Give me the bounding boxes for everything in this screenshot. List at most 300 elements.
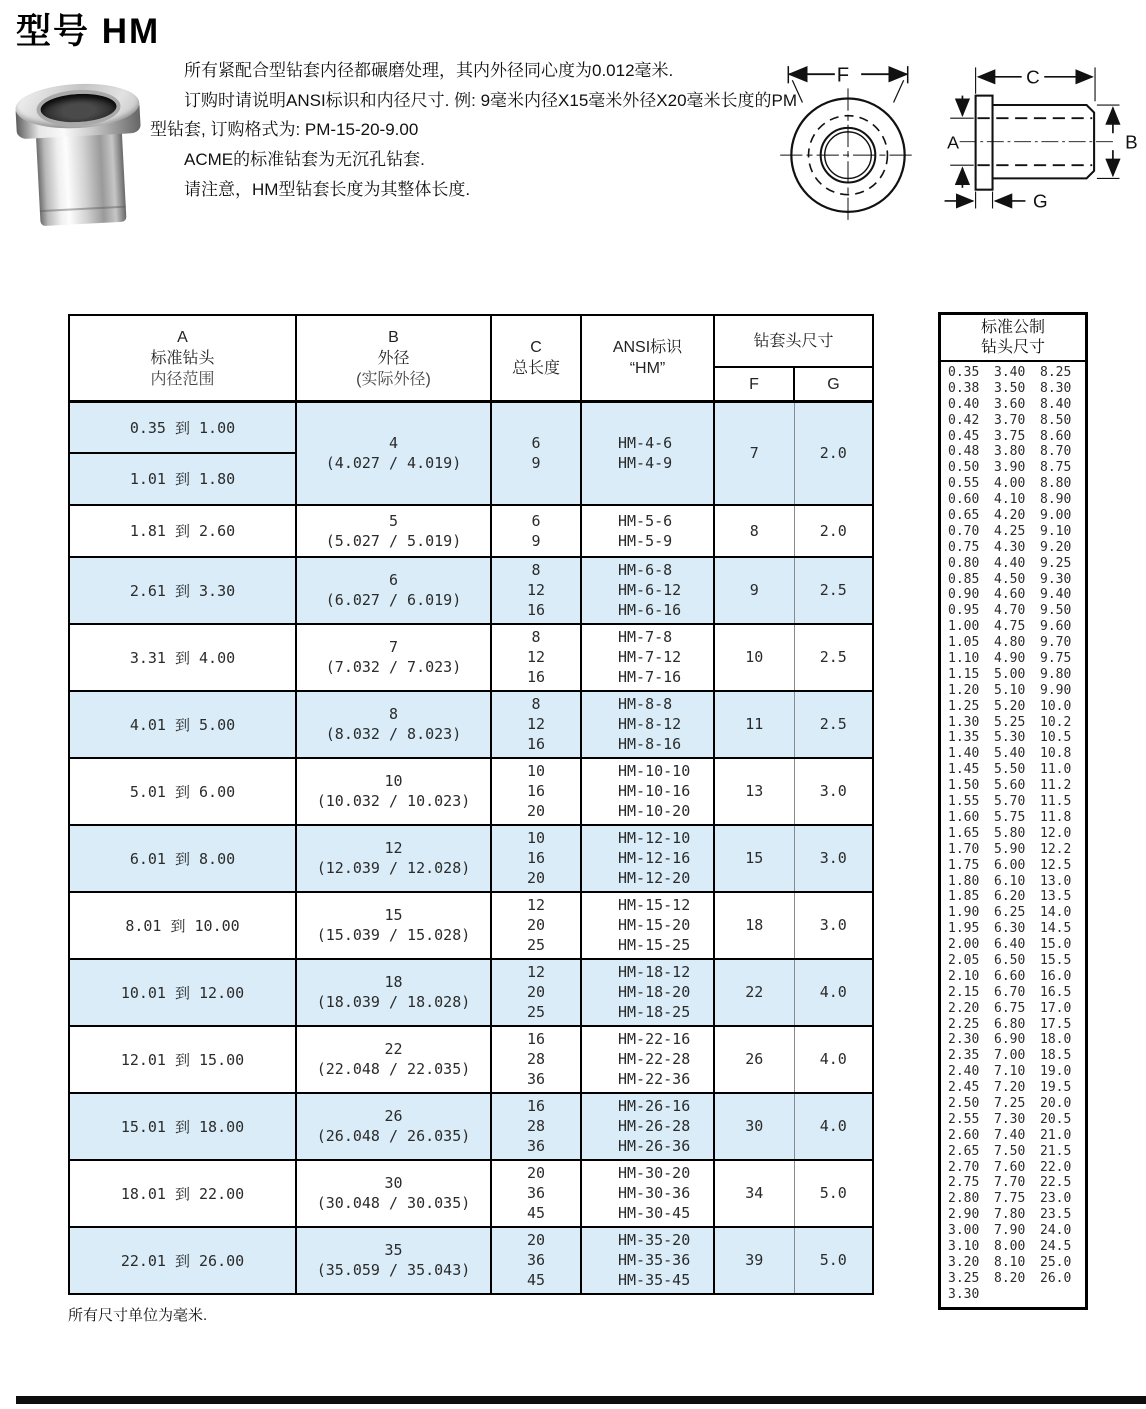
- drill-size-value: 4.40: [994, 555, 1026, 571]
- main-spec-table: [68, 314, 874, 1295]
- drill-size-value: 6.25: [994, 905, 1026, 921]
- drill-size-value: 1.95: [948, 921, 980, 937]
- cell-bore-range: 22.01 到 26.00: [69, 1227, 296, 1294]
- table-row: [69, 402, 873, 453]
- drill-size-row: [945, 635, 1083, 651]
- drill-size-row: [945, 1048, 1083, 1064]
- drill-size-value: 9.90: [1040, 682, 1072, 698]
- cell-ansi-id: HM-8-8 HM-8-12 HM-8-16: [581, 691, 714, 758]
- drill-size-row: [945, 778, 1083, 794]
- drill-size-value: 5.60: [994, 778, 1026, 794]
- drill-size-value: 10.8: [1040, 746, 1072, 762]
- cell-outer-dia: 5 (5.027 / 5.019): [296, 505, 491, 557]
- drill-size-row: [945, 1112, 1083, 1128]
- table-row: [69, 825, 873, 892]
- drill-size-value: 7.60: [994, 1159, 1026, 1175]
- drill-size-value: 1.25: [948, 698, 980, 714]
- drill-size-value: 1.60: [948, 809, 980, 825]
- intro-paragraph-2: 订购时请说明ANSI标识和内径尺寸. 例: 9毫米内径X15毫米外径X20毫米长度的PM型钻套, 订购格式为: PM-15-20-9.00: [150, 91, 798, 139]
- drill-size-value: 2.40: [948, 1064, 980, 1080]
- cell-ansi-id: HM-15-12 HM-15-20 HM-15-25: [581, 892, 714, 959]
- drill-size-row: [945, 1287, 1083, 1303]
- drill-size-value: 0.65: [948, 508, 980, 524]
- drill-size-value: 26.0: [1040, 1270, 1072, 1286]
- drill-size-row: [945, 476, 1083, 492]
- cell-bore-range: 15.01 到 18.00: [69, 1093, 296, 1160]
- drill-size-value: 21.0: [1040, 1127, 1072, 1143]
- cell-length: 8 12 16: [491, 624, 581, 691]
- drill-table-title: 标准公制 钻头尺寸: [941, 315, 1085, 362]
- drill-size-value: 9.50: [1040, 603, 1072, 619]
- drill-size-value: 2.15: [948, 984, 980, 1000]
- drill-size-row: [945, 762, 1083, 778]
- drill-size-value: 3.60: [994, 396, 1026, 412]
- cell-ansi-id: HM-18-12 HM-18-20 HM-18-25: [581, 959, 714, 1026]
- cell-ansi-id: HM-26-16 HM-26-28 HM-26-36: [581, 1093, 714, 1160]
- drill-size-value: 17.0: [1040, 1000, 1072, 1016]
- drill-size-value: 16.5: [1040, 984, 1072, 1000]
- drill-size-value: 8.40: [1040, 396, 1072, 412]
- drill-size-value: 5.70: [994, 794, 1026, 810]
- drill-size-table: [938, 312, 1088, 1310]
- drill-size-row: [945, 699, 1083, 715]
- drill-size-row: [945, 905, 1083, 921]
- drill-size-value: 10.0: [1040, 698, 1072, 714]
- drill-size-value: 6.90: [994, 1032, 1026, 1048]
- drill-size-value: 6.75: [994, 1000, 1026, 1016]
- header-g: G: [794, 367, 873, 402]
- drill-size-row: [945, 683, 1083, 699]
- drill-size-value: 2.45: [948, 1080, 980, 1096]
- drill-size-value: 0.48: [948, 444, 980, 460]
- drill-size-value: 5.20: [994, 698, 1026, 714]
- cell-outer-dia: 6 (6.027 / 6.019): [296, 557, 491, 624]
- header-bore-range: A 标准钻头 内径范围: [69, 315, 296, 402]
- cell-head-g: 4.0: [794, 1026, 873, 1093]
- cell-head-f: 7: [714, 402, 794, 505]
- drill-size-row: [945, 969, 1083, 985]
- cell-length: 12 20 25: [491, 959, 581, 1026]
- drill-size-value: 12.5: [1040, 857, 1072, 873]
- table-row: [69, 624, 873, 691]
- drill-size-value: 11.2: [1040, 778, 1072, 794]
- header-f: F: [714, 367, 794, 402]
- drill-size-value: 8.70: [1040, 444, 1072, 460]
- drill-size-value: 4.75: [994, 619, 1026, 635]
- drill-size-value: 5.50: [994, 762, 1026, 778]
- cell-bore-range: 12.01 到 15.00: [69, 1026, 296, 1093]
- drill-size-value: 0.60: [948, 492, 980, 508]
- drill-size-row: [945, 1064, 1083, 1080]
- cell-bore-range: 4.01 到 5.00: [69, 691, 296, 758]
- cell-head-g: 2.5: [794, 691, 873, 758]
- drill-size-value: 3.40: [994, 365, 1026, 380]
- drill-size-value: 2.75: [948, 1175, 980, 1191]
- drill-size-value: 4.25: [994, 523, 1026, 539]
- drill-size-row: [945, 1032, 1083, 1048]
- drill-size-value: 23.5: [1040, 1207, 1072, 1223]
- table-row: [69, 1093, 873, 1160]
- drill-size-value: 0.85: [948, 571, 980, 587]
- intro-text: [150, 56, 798, 205]
- header-head-size-group: 钻套头尺寸: [714, 315, 873, 367]
- cell-length: 8 12 16: [491, 557, 581, 624]
- drill-size-value: 7.30: [994, 1111, 1026, 1127]
- drill-size-value: 13.5: [1040, 889, 1072, 905]
- drill-size-value: 4.10: [994, 492, 1026, 508]
- drill-size-value: 18.5: [1040, 1048, 1072, 1064]
- cell-length: 10 16 20: [491, 825, 581, 892]
- drill-size-row: [945, 1207, 1083, 1223]
- drill-size-value: 8.00: [994, 1238, 1026, 1254]
- drill-size-value: 6.70: [994, 984, 1026, 1000]
- drill-size-value: 11.0: [1040, 762, 1072, 778]
- bushing-body-image: [36, 126, 127, 226]
- drill-size-value: 5.30: [994, 730, 1026, 746]
- main-table-body: [69, 402, 873, 1294]
- cell-length: 8 12 16: [491, 691, 581, 758]
- drill-size-value: 0.50: [948, 460, 980, 476]
- units-footnote: 所有尺寸单位为毫米.: [68, 1307, 208, 1324]
- drill-size-value: 3.80: [994, 444, 1026, 460]
- cell-outer-dia: 10 (10.032 / 10.023): [296, 758, 491, 825]
- drill-size-value: 4.90: [994, 651, 1026, 667]
- cell-head-f: 10: [714, 624, 794, 691]
- cell-length: 16 28 36: [491, 1093, 581, 1160]
- drill-size-row: [945, 556, 1083, 572]
- cell-outer-dia: 15 (15.039 / 15.028): [296, 892, 491, 959]
- drill-size-value: 3.70: [994, 412, 1026, 428]
- cell-head-g: 4.0: [794, 959, 873, 1026]
- drill-size-value: 23.0: [1040, 1191, 1072, 1207]
- drill-size-value: 8.50: [1040, 412, 1072, 428]
- cell-ansi-id: HM-22-16 HM-22-28 HM-22-36: [581, 1026, 714, 1093]
- drill-size-value: 6.30: [994, 921, 1026, 937]
- drill-size-value: 7.20: [994, 1080, 1026, 1096]
- drill-size-value: 4.70: [994, 603, 1026, 619]
- cell-bore-range: 5.01 到 6.00: [69, 758, 296, 825]
- drill-size-row: [945, 746, 1083, 762]
- drill-size-value: 14.5: [1040, 921, 1072, 937]
- drill-size-value: 3.25: [948, 1270, 980, 1286]
- drill-size-row: [945, 826, 1083, 842]
- cell-head-g: 4.0: [794, 1093, 873, 1160]
- drill-size-row: [945, 1175, 1083, 1191]
- drill-size-value: 7.70: [994, 1175, 1026, 1191]
- cell-head-f: 39: [714, 1227, 794, 1294]
- cell-ansi-id: HM-35-20 HM-35-36 HM-35-45: [581, 1227, 714, 1294]
- drill-size-value: 7.50: [994, 1143, 1026, 1159]
- cell-length: 10 16 20: [491, 758, 581, 825]
- drill-size-row: [945, 572, 1083, 588]
- drill-size-row: [945, 921, 1083, 937]
- drill-size-row: [945, 381, 1083, 397]
- cell-head-g: 2.5: [794, 557, 873, 624]
- cell-head-g: 3.0: [794, 758, 873, 825]
- cell-head-f: 8: [714, 505, 794, 557]
- cell-outer-dia: 18 (18.039 / 18.028): [296, 959, 491, 1026]
- cell-bore-range: 3.31 到 4.00: [69, 624, 296, 691]
- cell-bore-range: 18.01 到 22.00: [69, 1160, 296, 1227]
- drill-size-value: 1.30: [948, 714, 980, 730]
- drill-size-value: 5.90: [994, 841, 1026, 857]
- drill-size-value: 2.25: [948, 1016, 980, 1032]
- drill-size-value: 7.00: [994, 1048, 1026, 1064]
- drill-size-row: [945, 794, 1083, 810]
- drill-size-value: 19.5: [1040, 1080, 1072, 1096]
- header-outer-dia: B 外径 (实际外径): [296, 315, 491, 402]
- front-view-diagram: [772, 56, 924, 226]
- drill-size-value: 20.0: [1040, 1095, 1072, 1111]
- drill-size-value: 6.10: [994, 873, 1026, 889]
- drill-size-value: 7.90: [994, 1223, 1026, 1239]
- drill-size-row: [945, 365, 1083, 381]
- drill-size-value: 9.40: [1040, 587, 1072, 603]
- table-row: [69, 1227, 873, 1294]
- drill-size-value: 5.40: [994, 746, 1026, 762]
- drill-size-value: 25.0: [1040, 1254, 1072, 1270]
- dim-label-g: G: [1032, 190, 1048, 212]
- drill-size-value: 13.0: [1040, 873, 1072, 889]
- cell-head-f: 34: [714, 1160, 794, 1227]
- table-row: [69, 1160, 873, 1227]
- drill-size-value: 0.75: [948, 539, 980, 555]
- cell-head-g: 2.0: [794, 505, 873, 557]
- drill-size-value: 5.10: [994, 682, 1026, 698]
- drill-size-value: 6.40: [994, 937, 1026, 953]
- drill-size-value: 5.80: [994, 825, 1026, 841]
- drill-size-value: 9.70: [1040, 635, 1072, 651]
- drill-size-value: 9.20: [1040, 539, 1072, 555]
- drill-size-value: 0.55: [948, 476, 980, 492]
- drill-size-value: [991, 1287, 1037, 1303]
- drill-size-value: 3.30: [948, 1286, 980, 1302]
- cell-head-g: 3.0: [794, 892, 873, 959]
- table-row: [69, 505, 873, 557]
- drill-size-value: 2.80: [948, 1191, 980, 1207]
- drill-size-value: 4.80: [994, 635, 1026, 651]
- cell-bore-range: 0.35 到 1.00: [69, 402, 296, 453]
- drill-size-value: 1.20: [948, 682, 980, 698]
- drill-size-value: 4.00: [994, 476, 1026, 492]
- drill-size-row: [945, 397, 1083, 413]
- header-length: C 总长度: [491, 315, 581, 402]
- drill-size-row: [945, 508, 1083, 524]
- drill-size-value: 10.2: [1040, 714, 1072, 730]
- cell-head-f: 13: [714, 758, 794, 825]
- drill-size-row: [945, 953, 1083, 969]
- drill-size-value: [1037, 1287, 1083, 1303]
- drill-size-value: 3.75: [994, 428, 1026, 444]
- cell-length: 6 9: [491, 505, 581, 557]
- drill-size-value: 22.5: [1040, 1175, 1072, 1191]
- cell-head-f: 30: [714, 1093, 794, 1160]
- drill-size-value: 8.10: [994, 1254, 1026, 1270]
- cell-ansi-id: HM-12-10 HM-12-16 HM-12-20: [581, 825, 714, 892]
- drill-size-value: 9.60: [1040, 619, 1072, 635]
- cell-length: 20 36 45: [491, 1160, 581, 1227]
- header-ansi-id: ANSI标识 “HM”: [581, 315, 714, 402]
- drill-size-row: [945, 730, 1083, 746]
- drill-size-value: 14.0: [1040, 905, 1072, 921]
- drill-size-value: 0.42: [948, 412, 980, 428]
- drill-size-value: 12.2: [1040, 841, 1072, 857]
- drill-size-value: 1.45: [948, 762, 980, 778]
- drill-size-value: 0.40: [948, 396, 980, 412]
- cell-head-g: 3.0: [794, 825, 873, 892]
- drill-size-value: 0.35: [948, 365, 980, 380]
- intro-paragraph-4: 请注意，HM型钻套长度为其整体长度.: [184, 180, 471, 199]
- drill-size-value: 0.38: [948, 380, 980, 396]
- drill-size-row: [945, 1128, 1083, 1144]
- drill-size-value: 24.0: [1040, 1223, 1072, 1239]
- drill-size-value: 7.75: [994, 1191, 1026, 1207]
- drill-size-row: [945, 1160, 1083, 1176]
- drill-size-value: 11.5: [1040, 794, 1072, 810]
- page-title: 型号 HM: [16, 12, 161, 51]
- drill-size-value: 9.75: [1040, 651, 1072, 667]
- drill-size-value: 1.05: [948, 635, 980, 651]
- drill-size-row: [945, 444, 1083, 460]
- cell-head-f: 11: [714, 691, 794, 758]
- drill-size-value: 7.40: [994, 1127, 1026, 1143]
- cell-bore-range: 1.01 到 1.80: [69, 453, 296, 505]
- drill-size-value: 3.50: [994, 380, 1026, 396]
- drill-size-value: 9.10: [1040, 523, 1072, 539]
- cell-head-f: 15: [714, 825, 794, 892]
- drill-size-value: 2.90: [948, 1207, 980, 1223]
- drill-size-value: 15.5: [1040, 952, 1072, 968]
- drill-size-row: [945, 651, 1083, 667]
- drill-size-value: 2.00: [948, 937, 980, 953]
- drill-size-value: 9.30: [1040, 571, 1072, 587]
- dim-label-b: B: [1125, 131, 1138, 153]
- drill-size-value: 2.10: [948, 968, 980, 984]
- drill-size-value: 2.65: [948, 1143, 980, 1159]
- drill-size-value: 2.50: [948, 1095, 980, 1111]
- drill-size-row: [945, 1017, 1083, 1033]
- cell-head-f: 22: [714, 959, 794, 1026]
- drill-size-value: 17.5: [1040, 1016, 1072, 1032]
- drill-size-row: [945, 889, 1083, 905]
- cell-length: 12 20 25: [491, 892, 581, 959]
- drill-size-value: 1.75: [948, 857, 980, 873]
- drill-size-value: 8.80: [1040, 476, 1072, 492]
- drill-size-value: 5.25: [994, 714, 1026, 730]
- drill-size-row: [945, 667, 1083, 683]
- drill-size-value: 3.20: [948, 1254, 980, 1270]
- drill-size-row: [945, 810, 1083, 826]
- side-view-diagram: [922, 58, 1143, 216]
- cell-ansi-id: HM-30-20 HM-30-36 HM-30-45: [581, 1160, 714, 1227]
- intro-paragraph-1: 所有紧配合型钻套内径都碾磨处理，其内外径同心度为0.012毫米.: [184, 61, 674, 80]
- cell-head-f: 18: [714, 892, 794, 959]
- drill-size-row: [945, 524, 1083, 540]
- drill-size-value: 1.90: [948, 905, 980, 921]
- cell-ansi-id: HM-5-6 HM-5-9: [581, 505, 714, 557]
- cell-head-f: 26: [714, 1026, 794, 1093]
- drill-size-value: 2.30: [948, 1032, 980, 1048]
- drill-size-row: [945, 540, 1083, 556]
- drill-size-value: 19.0: [1040, 1064, 1072, 1080]
- drill-size-row: [945, 858, 1083, 874]
- cell-outer-dia: 35 (35.059 / 35.043): [296, 1227, 491, 1294]
- cell-ansi-id: HM-4-6 HM-4-9: [581, 402, 714, 505]
- cell-outer-dia: 30 (30.048 / 30.035): [296, 1160, 491, 1227]
- drill-size-value: 8.60: [1040, 428, 1072, 444]
- cell-length: 16 28 36: [491, 1026, 581, 1093]
- drill-size-row: [945, 1271, 1083, 1287]
- drill-size-value: 1.40: [948, 746, 980, 762]
- drill-size-row: [945, 1096, 1083, 1112]
- drill-size-value: 8.75: [1040, 460, 1072, 476]
- drill-size-value: 5.75: [994, 809, 1026, 825]
- cell-outer-dia: 8 (8.032 / 8.023): [296, 691, 491, 758]
- drill-size-value: 5.00: [994, 666, 1026, 682]
- drill-table-body: [941, 362, 1085, 1307]
- drill-size-row: [945, 1080, 1083, 1096]
- drill-size-value: 3.90: [994, 460, 1026, 476]
- drill-size-value: 8.30: [1040, 380, 1072, 396]
- dim-label-c: C: [1026, 66, 1040, 88]
- drill-size-value: 6.80: [994, 1016, 1026, 1032]
- cell-head-g: 5.0: [794, 1160, 873, 1227]
- cell-head-f: 9: [714, 557, 794, 624]
- product-photo: [14, 81, 145, 229]
- drill-size-row: [945, 874, 1083, 890]
- cell-length: 20 36 45: [491, 1227, 581, 1294]
- drill-size-value: 0.45: [948, 428, 980, 444]
- table-row: [69, 691, 873, 758]
- drill-size-value: 10.5: [1040, 730, 1072, 746]
- cell-outer-dia: 26 (26.048 / 26.035): [296, 1093, 491, 1160]
- drill-size-value: 22.0: [1040, 1159, 1072, 1175]
- drill-size-value: 2.20: [948, 1000, 980, 1016]
- cell-head-g: 2.0: [794, 402, 873, 505]
- drill-size-row: [945, 1255, 1083, 1271]
- drill-size-row: [945, 619, 1083, 635]
- drill-size-value: 8.90: [1040, 492, 1072, 508]
- drill-size-value: 1.70: [948, 841, 980, 857]
- drill-size-value: 6.50: [994, 952, 1026, 968]
- cell-outer-dia: 4 (4.027 / 4.019): [296, 402, 491, 505]
- drill-size-value: 6.20: [994, 889, 1026, 905]
- drill-size-value: 1.10: [948, 651, 980, 667]
- drill-size-value: 1.55: [948, 794, 980, 810]
- table-row: [69, 1026, 873, 1093]
- table-row: [69, 959, 873, 1026]
- drill-size-value: 24.5: [1040, 1238, 1072, 1254]
- drill-size-row: [945, 937, 1083, 953]
- drill-size-row: [945, 492, 1083, 508]
- cell-bore-range: 10.01 到 12.00: [69, 959, 296, 1026]
- drill-size-value: 1.35: [948, 730, 980, 746]
- drill-size-value: 20.5: [1040, 1111, 1072, 1127]
- drill-size-value: 0.90: [948, 587, 980, 603]
- drill-size-value: 12.0: [1040, 825, 1072, 841]
- drill-size-value: 2.70: [948, 1159, 980, 1175]
- drill-size-value: 4.50: [994, 571, 1026, 587]
- drill-size-row: [945, 1223, 1083, 1239]
- drill-size-row: [945, 429, 1083, 445]
- drill-size-value: 9.80: [1040, 666, 1072, 682]
- drill-size-value: 16.0: [1040, 968, 1072, 984]
- cell-ansi-id: HM-7-8 HM-7-12 HM-7-16: [581, 624, 714, 691]
- drill-size-row: [945, 1191, 1083, 1207]
- drill-size-row: [945, 413, 1083, 429]
- cell-outer-dia: 7 (7.032 / 7.023): [296, 624, 491, 691]
- drill-size-value: 3.10: [948, 1238, 980, 1254]
